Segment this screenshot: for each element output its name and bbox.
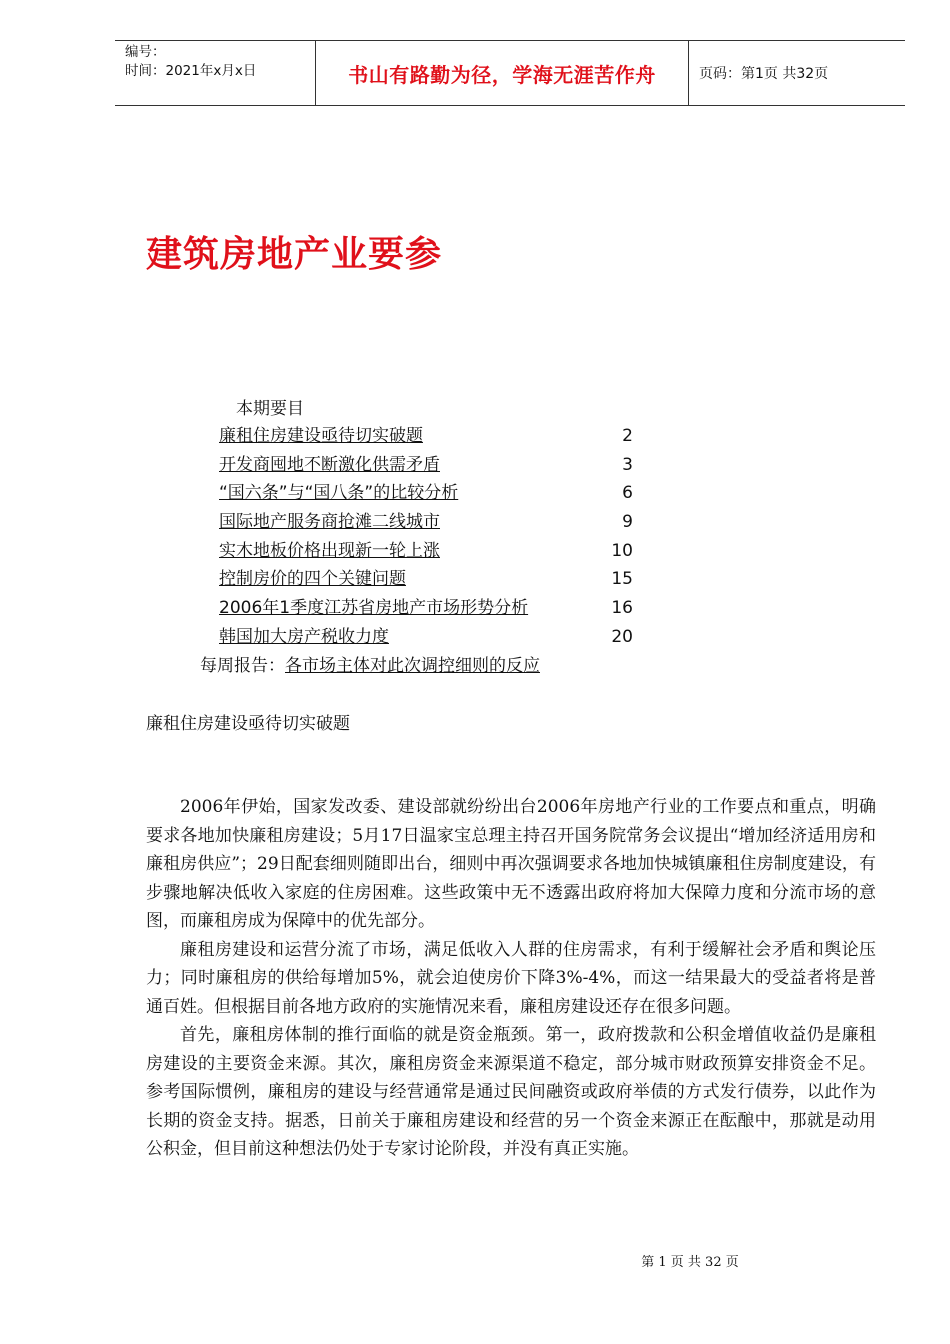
toc-item-title[interactable]: “国六条”与“国八条”的比较分析 [219,483,459,504]
toc-item-page: 6 [622,483,633,504]
article-body [146,793,876,1164]
toc-item-title[interactable]: 国际地产服务商抢滩二线城市 [219,512,440,533]
toc-item-title[interactable]: 廉租住房建设亟待切实破题 [219,426,423,446]
paragraph: 2006年伊始，国家发改委、建设部就纷纷出台2006年房地产行业的工作要点和重点，明确要求各地加快廉租房建设；5月17日温家宝总理主持召开国务院常务会议提出“增加经济适用房和廉租房供应”；29日配套细则随即出台，细则中再次强调要求各地加快城镇廉租住房制度建设，有步骤地解决低收入家庭的住房困难。这些政策中无不透露出政府将加大保障力度和分流市场的意图，而廉租房成为保障中的优先部分。 [146,797,876,931]
document-number-label: 编号： [125,44,166,60]
toc-item[interactable] [200,422,640,451]
page-header [115,40,905,106]
section-title: 廉租住房建设亟待切实破题 [146,714,350,734]
toc-item[interactable] [200,594,640,623]
toc-item-title[interactable]: 2006年1季度江苏省房地产市场形势分析 [219,598,529,619]
toc-item-page: 16 [611,598,633,619]
header-motto: 书山有路勤为径，学海无涯苦作舟 [316,41,689,105]
toc-item-title[interactable]: 实木地板价格出现新一轮上涨 [219,540,440,561]
toc-item[interactable] [200,623,640,652]
toc-item[interactable] [200,537,640,566]
toc-item[interactable] [200,479,640,508]
toc-item[interactable] [200,508,640,537]
page-footer: 第 1 页 共 32 页 [641,1255,739,1270]
toc-item-title[interactable]: 韩国加大房产税收力度 [219,626,389,647]
weekly-report-link[interactable]: 各市场主体对此次调控细则的反应 [285,655,540,676]
toc-item-page: 3 [622,454,633,475]
toc-item-page: 9 [622,512,633,533]
toc-item[interactable] [200,451,640,480]
document-title: 建筑房地产业要参 [146,234,443,275]
table-of-contents [200,396,640,680]
header-meta [115,41,316,105]
weekly-report [200,652,640,680]
paragraph: 首先，廉租房体制的推行面临的就是资金瓶颈。第一，政府拨款和公积金增值收益仍是廉租房建设的主要资金来源。其次，廉租房资金来源渠道不稳定，部分城市财政预算安排资金不足。参考国际惯例，廉租房的建设与经营通常是通过民间融资或政府举债的方式发行债券，以此作为长期的资金支持。据悉，日前关于廉租房建设和经营的另一个资金来源正在酝酿中，那就是动用公积金，但目前这种想法仍处于专家讨论阶段，并没有真正实施。 [146,1025,876,1159]
toc-item[interactable] [200,565,640,594]
document-time-label: 时间：2021年x月x日 [125,63,257,79]
toc-heading: 本期要目 [236,399,304,419]
toc-item-page: 20 [611,626,633,647]
weekly-report-prefix: 每周报告： [200,655,285,676]
toc-item-page: 2 [622,426,633,446]
toc-item-title[interactable]: 开发商囤地不断激化供需矛盾 [219,454,440,475]
toc-item-title[interactable]: 控制房价的四个关键问题 [219,569,406,590]
toc-item-page: 10 [611,540,633,561]
paragraph: 廉租房建设和运营分流了市场，满足低收入人群的住房需求，有利于缓解社会矛盾和舆论压力；同时廉租房的供给每增加5%，就会迫使房价下降3%-4%，而这一结果最大的受益者将是普通百姓。但根据目前各地方政府的实施情况来看，廉租房建设还存在很多问题。 [146,939,876,1017]
header-page-info: 页码：第1页 共32页 [699,66,829,82]
toc-item-page: 15 [611,569,633,590]
